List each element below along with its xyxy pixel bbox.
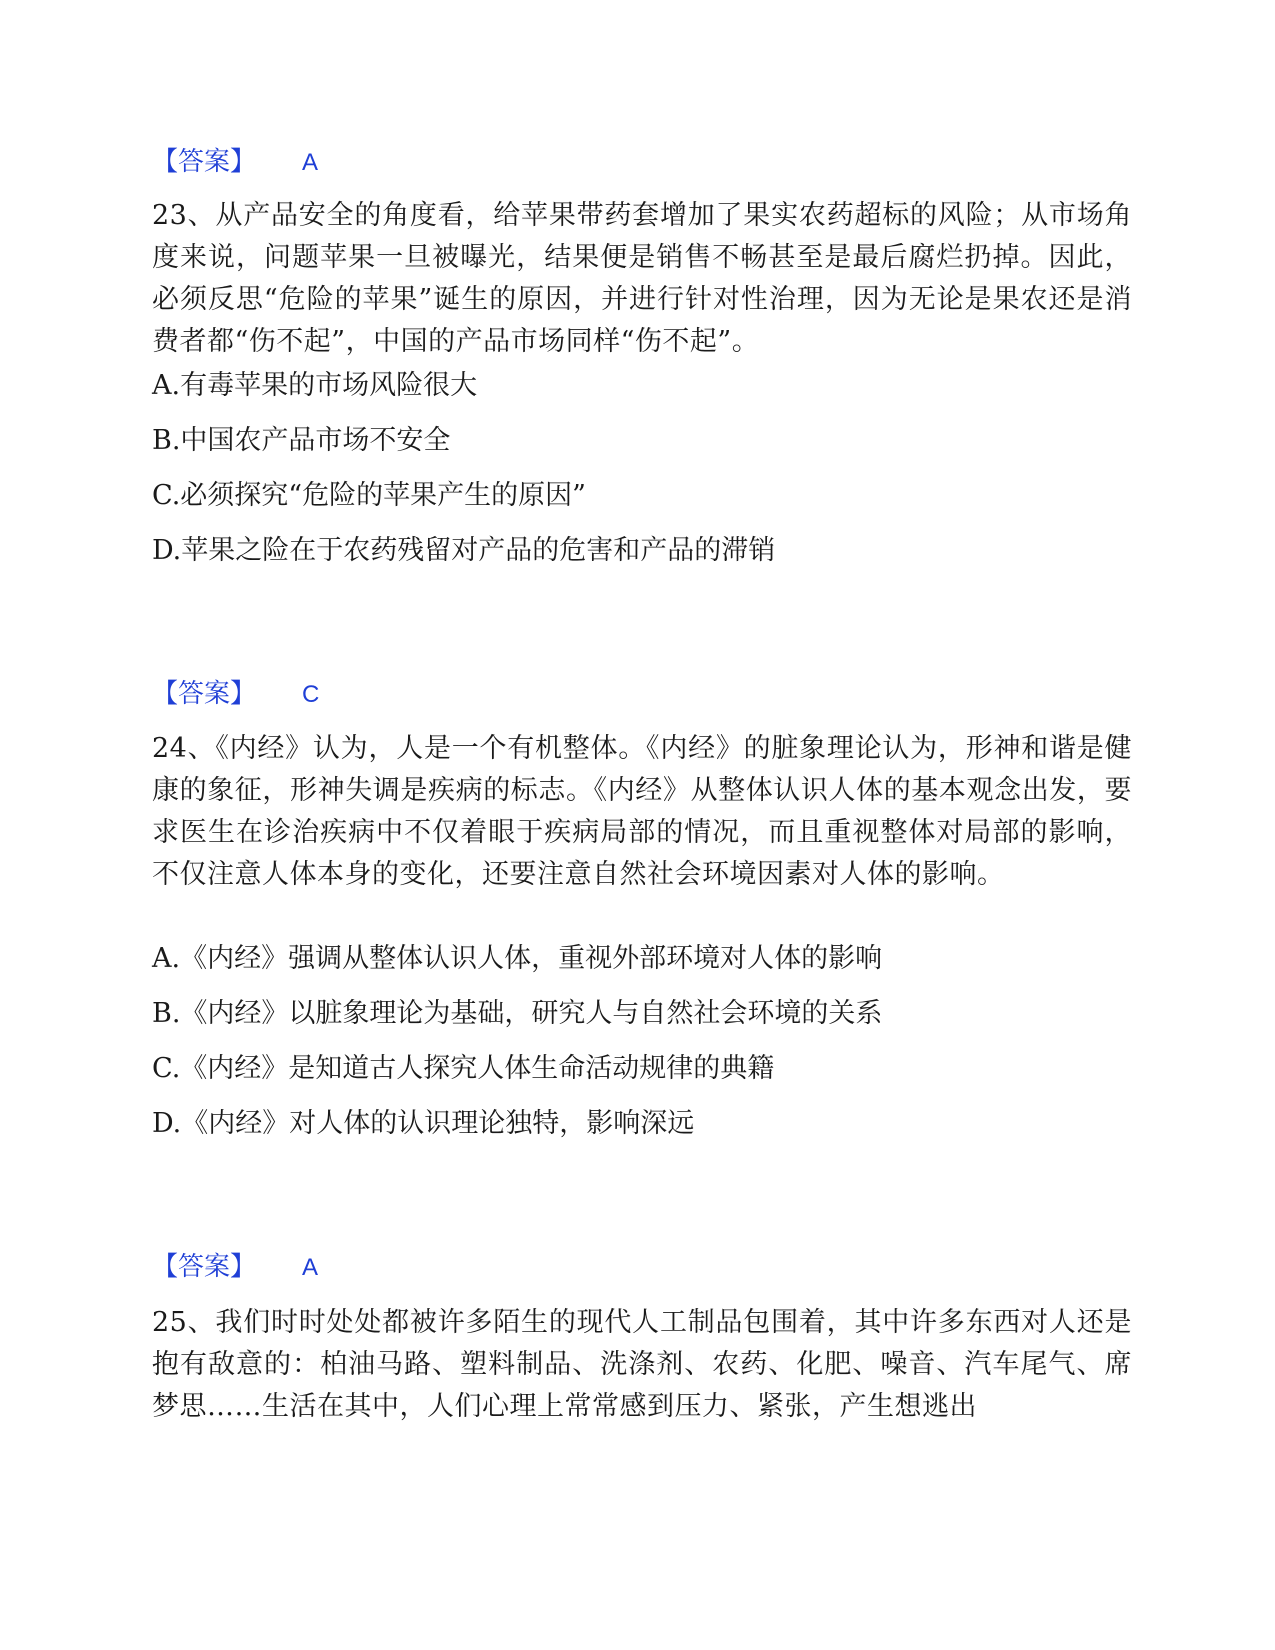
answer-label: 【答案】 — [152, 679, 257, 709]
answer-label: 【答案】 — [152, 1252, 257, 1282]
option-c: C.必须探究“危险的苹果产生的原因” — [152, 480, 586, 511]
question-text: 23、从产品安全的角度看，给苹果带药套增加了果实农药超标的风险；从市场角度来说，问题苹果一旦被曝光，结果便是销售不畅甚至是最后腐烂扔掉。因此，必须反思“危险的苹果”诞生的原因，并进行针对性治理，因为无论是果农还是消费者都“伤不起”，中国的产品市场同样“伤不起”。 — [152, 200, 1132, 357]
answer-label: 【答案】 — [152, 147, 257, 177]
answer-line — [152, 1250, 1132, 1285]
answer-line — [152, 145, 1132, 180]
option-b: B.中国农产品市场不安全 — [152, 425, 451, 456]
option-a: A.有毒苹果的市场风险很大 — [152, 370, 478, 401]
question-text: 25、我们时时处处都被许多陌生的现代人工制品包围着，其中许多东西对人还是抱有敌意的：柏油马路、塑料制品、洗涤剂、农药、化肥、噪音、汽车尾气、席梦思……生活在其中，人们心理上常常感到压力、紧张，产生想逃出 — [152, 1307, 1132, 1422]
answer-value: A — [302, 1254, 319, 1281]
option-a: A.《内经》强调从整体认识人体，重视外部环境对人体的影响 — [152, 943, 883, 974]
answer-value: A — [302, 149, 319, 176]
option-b: B.《内经》以脏象理论为基础，研究人与自然社会环境的关系 — [152, 998, 883, 1029]
option-d: D.《内经》对人体的认识理论独特，影响深远 — [152, 1108, 695, 1139]
answer-value: C — [302, 681, 320, 708]
option-d: D.苹果之险在于农药残留对产品的危害和产品的滞销 — [152, 535, 776, 566]
answer-line — [152, 677, 1132, 712]
option-c: C.《内经》是知道古人探究人体生命活动规律的典籍 — [152, 1053, 775, 1084]
question-text: 24、《内经》认为，人是一个有机整体。《内经》的脏象理论认为，形神和谐是健康的象征，形神失调是疾病的标志。《内经》从整体认识人体的基本观念出发，要求医生在诊治疾病中不仅着眼于疾病局部的情况，而且重视整体对局部的影响，不仅注意人体本身的变化，还要注意自然社会环境因素对人体的影响。 — [152, 733, 1132, 890]
